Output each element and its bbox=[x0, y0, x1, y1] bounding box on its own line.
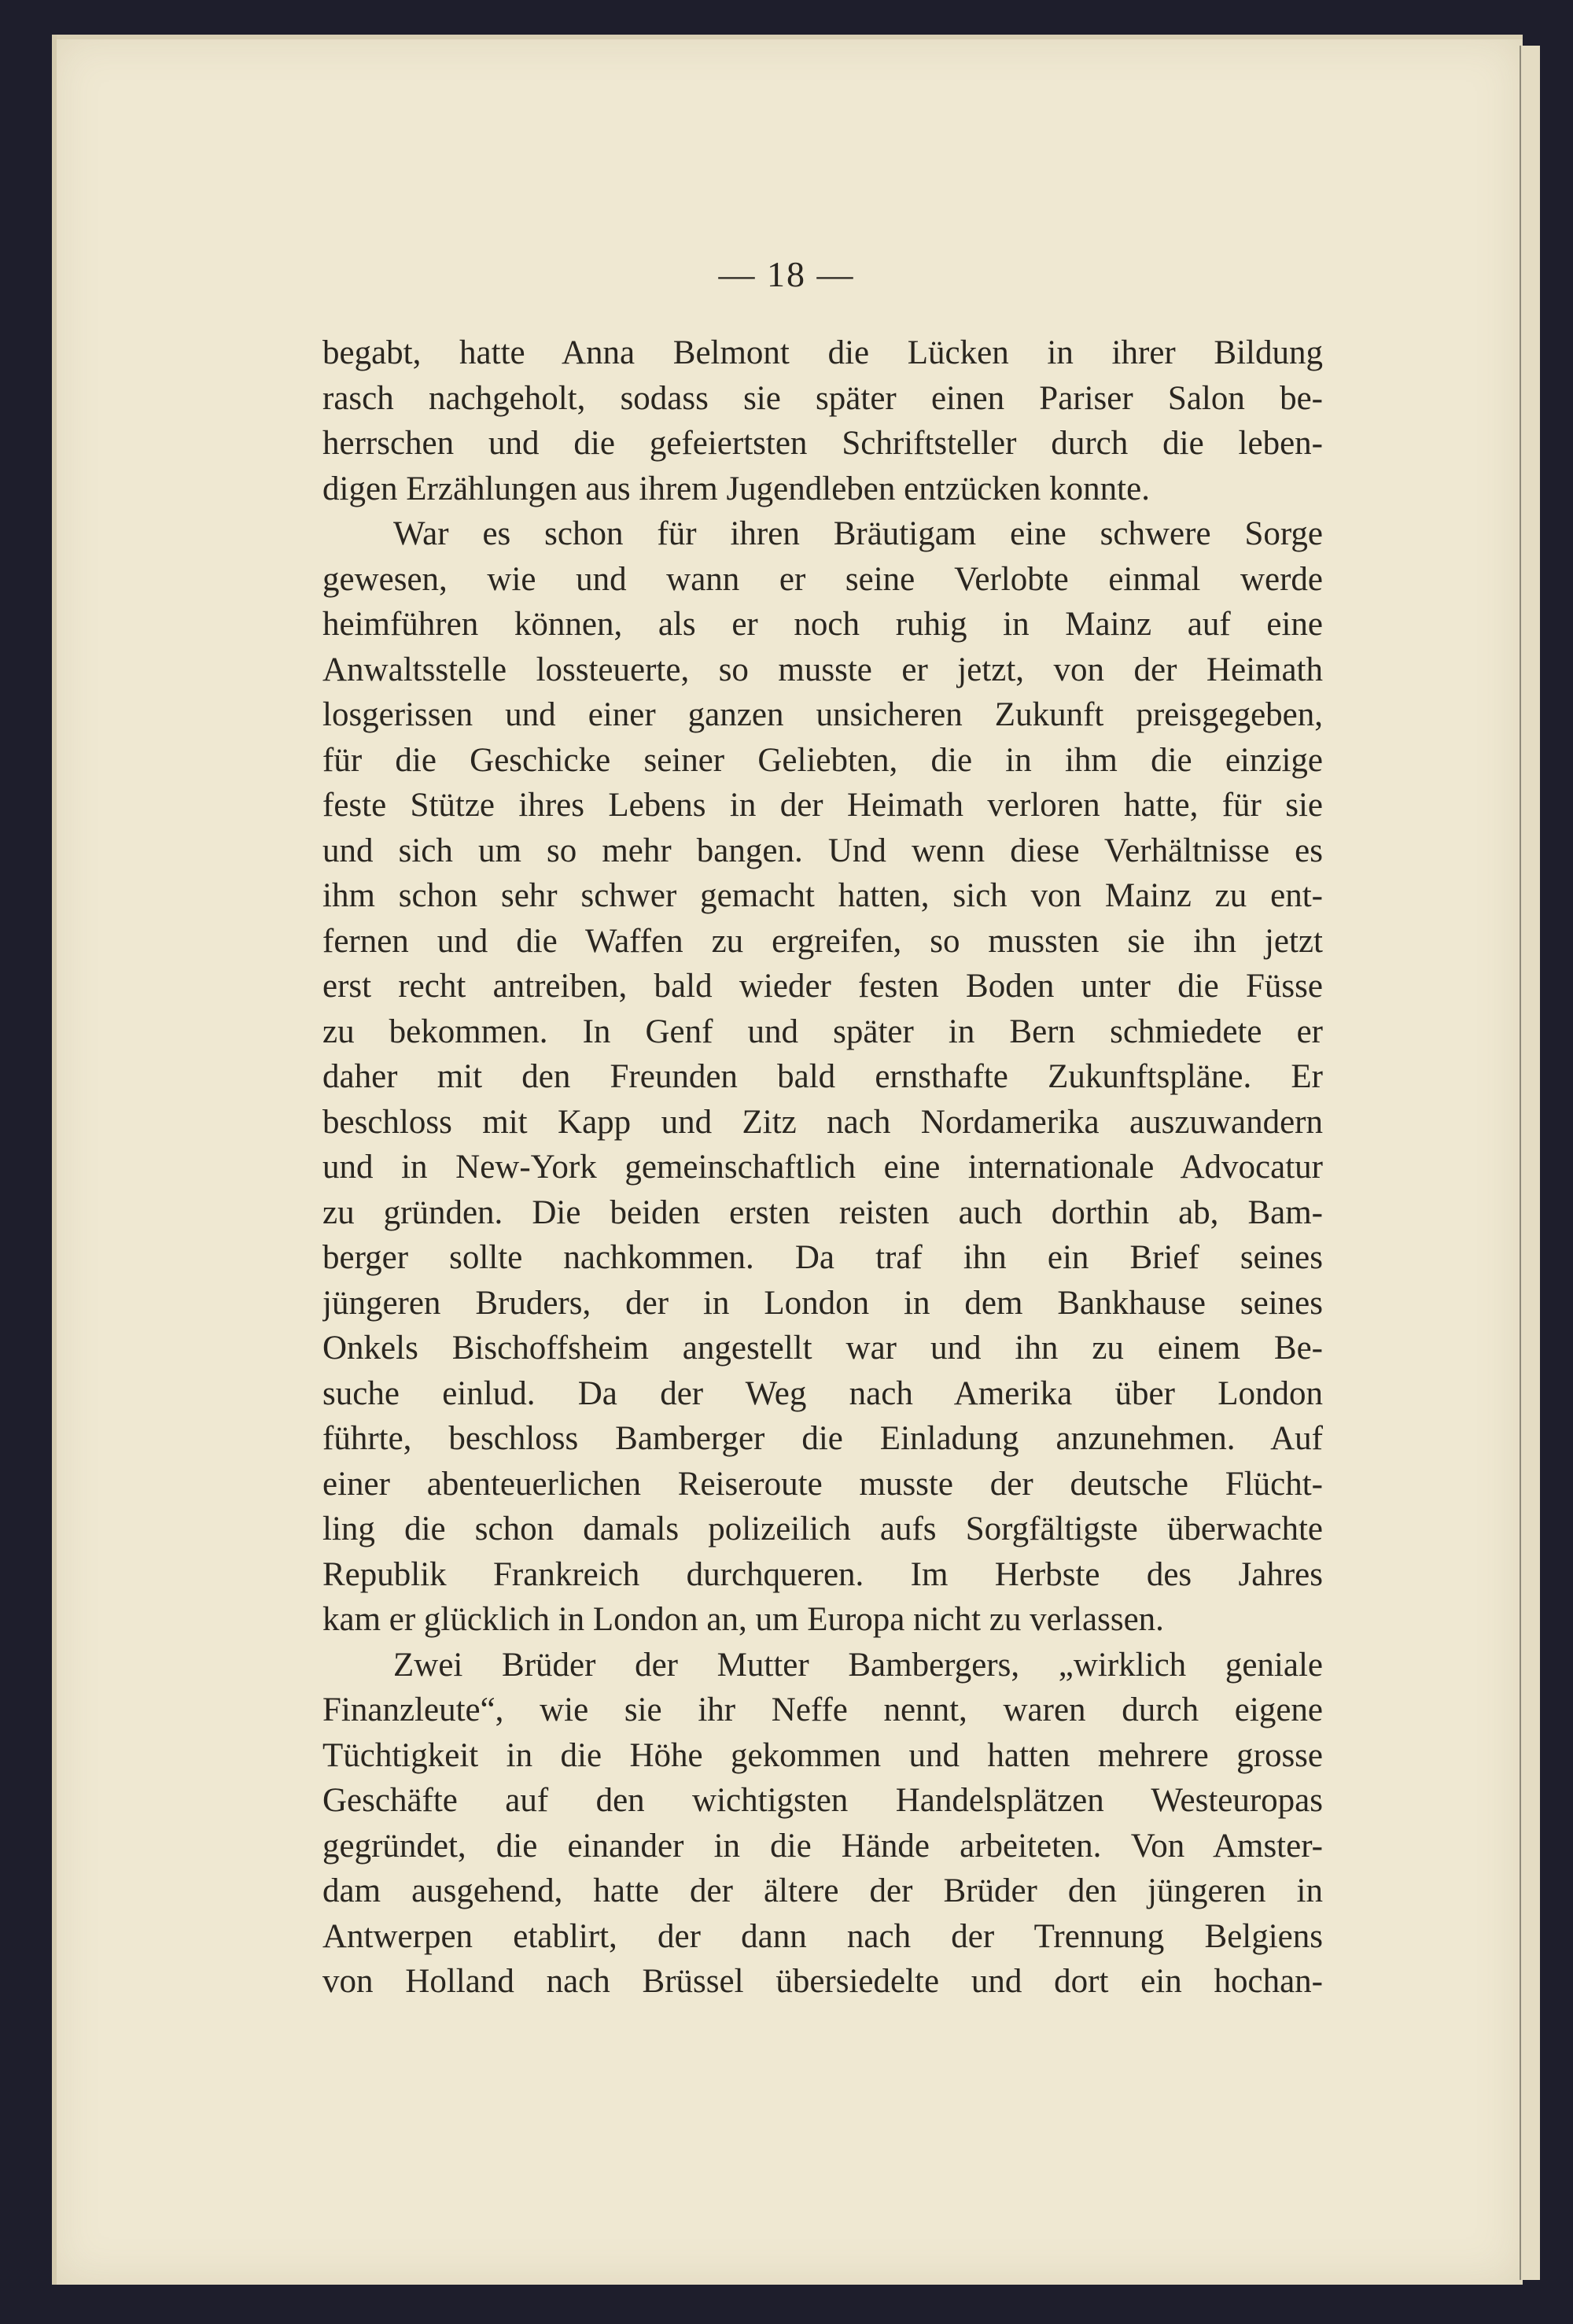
text-line: von Holland nach Brüssel übersiedelte und dort ein hochan- bbox=[322, 1963, 1323, 2000]
text-line: Republik Frankreich durchqueren. Im Herbste des Jahres bbox=[322, 1555, 1323, 1593]
text-line: zu bekommen. In Genf und später in Bern schmiedete er bbox=[322, 1013, 1323, 1050]
text-line: gewesen, wie und wann er seine Verlobte einmal werde bbox=[322, 560, 1323, 598]
text-line: dam ausgehend, hatte der ältere der Brüder den jüngeren in bbox=[322, 1872, 1323, 1909]
text-line: War es schon für ihren Bräutigam eine schwere Sorge bbox=[393, 515, 1323, 552]
text-line: feste Stütze ihres Lebens in der Heimath verloren hatte, für sie bbox=[322, 787, 1323, 824]
text-line: Antwerpen etablirt, der dann nach der Trennung Belgiens bbox=[322, 1917, 1323, 1955]
text-line: Onkels Bischoffsheim angestellt war und ihn zu einem Be- bbox=[322, 1330, 1323, 1367]
text-line: jüngeren Bruders, der in London in dem Bankhause seines bbox=[322, 1284, 1323, 1322]
text-line: daher mit den Freunden bald ernsthafte Zukunftspläne. Er bbox=[322, 1058, 1323, 1095]
text-line: Finanzleute“, wie sie ihr Neffe nennt, waren durch eigene bbox=[322, 1691, 1323, 1728]
text-line: und sich um so mehr bangen. Und wenn diese Verhältnisse es bbox=[322, 832, 1323, 869]
text-line: begabt, hatte Anna Belmont die Lücken in ihrer Bildung bbox=[322, 334, 1323, 371]
text-line: zu gründen. Die beiden ersten reisten auch dorthin ab, Bam- bbox=[322, 1193, 1323, 1231]
text-line: suche einlud. Da der Weg nach Amerika über London bbox=[322, 1374, 1323, 1412]
text-line: gegründet, die einander in die Hände arbeiteten. Von Amster- bbox=[322, 1827, 1323, 1865]
text-line: digen Erzählungen aus ihrem Jugendleben entzücken konnte. bbox=[322, 470, 1150, 507]
text-line: einer abenteuerlichen Reiseroute musste der deutsche Flücht- bbox=[322, 1465, 1323, 1503]
text-line: führte, beschloss Bamberger die Einladung anzunehmen. Auf bbox=[322, 1420, 1323, 1457]
text-line: rasch nachgeholt, sodass sie später einen Pariser Salon be- bbox=[322, 379, 1323, 417]
text-line: erst recht antreiben, bald wieder festen Boden unter die Füsse bbox=[322, 968, 1323, 1005]
text-line: fernen und die Waffen zu ergreifen, so mussten sie ihn jetzt bbox=[322, 922, 1323, 960]
text-line: Tüchtigkeit in die Höhe gekommen und hatten mehrere grosse bbox=[322, 1736, 1323, 1774]
text-line: Geschäfte auf den wichtigsten Handelsplätzen Westeuropas bbox=[322, 1782, 1323, 1819]
page-left-edge bbox=[52, 35, 57, 2285]
text-line: beschloss mit Kapp und Zitz nach Nordamerika auszuwandern bbox=[322, 1103, 1323, 1141]
text-line: ling die schon damals polizeilich aufs Sorgfältigste überwachte bbox=[322, 1511, 1323, 1547]
text-line: ihm schon sehr schwer gemacht hatten, sich von Mainz zu ent- bbox=[322, 877, 1323, 914]
page-number: — 18 — bbox=[718, 254, 855, 294]
text-line: berger sollte nachkommen. Da traf ihn ein Brief seines bbox=[322, 1239, 1323, 1276]
text-line: Anwaltsstelle lossteuerte, so musste er jetzt, von der Heimath bbox=[322, 651, 1323, 688]
text-line: heimführen können, als er noch ruhig in Mainz auf eine bbox=[322, 606, 1323, 643]
page-top-edge bbox=[52, 35, 1523, 39]
text-line: kam er glücklich in London an, um Europa nicht zu verlassen. bbox=[322, 1601, 1164, 1638]
text-line: für die Geschicke seiner Geliebten, die in ihm die einzige bbox=[322, 741, 1323, 779]
body-text bbox=[322, 330, 1323, 2005]
text-line: herrschen und die gefeiertsten Schriftsteller durch die leben- bbox=[322, 425, 1323, 462]
page-right-edge bbox=[1520, 46, 1540, 2280]
text-line: losgerissen und einer ganzen unsicheren Zukunft preisgegeben, bbox=[322, 696, 1323, 733]
text-line: Zwei Brüder der Mutter Bambergers, „wirklich geniale bbox=[393, 1646, 1323, 1684]
text-line: und in New-York gemeinschaftlich eine internationale Advocatur bbox=[322, 1149, 1323, 1186]
